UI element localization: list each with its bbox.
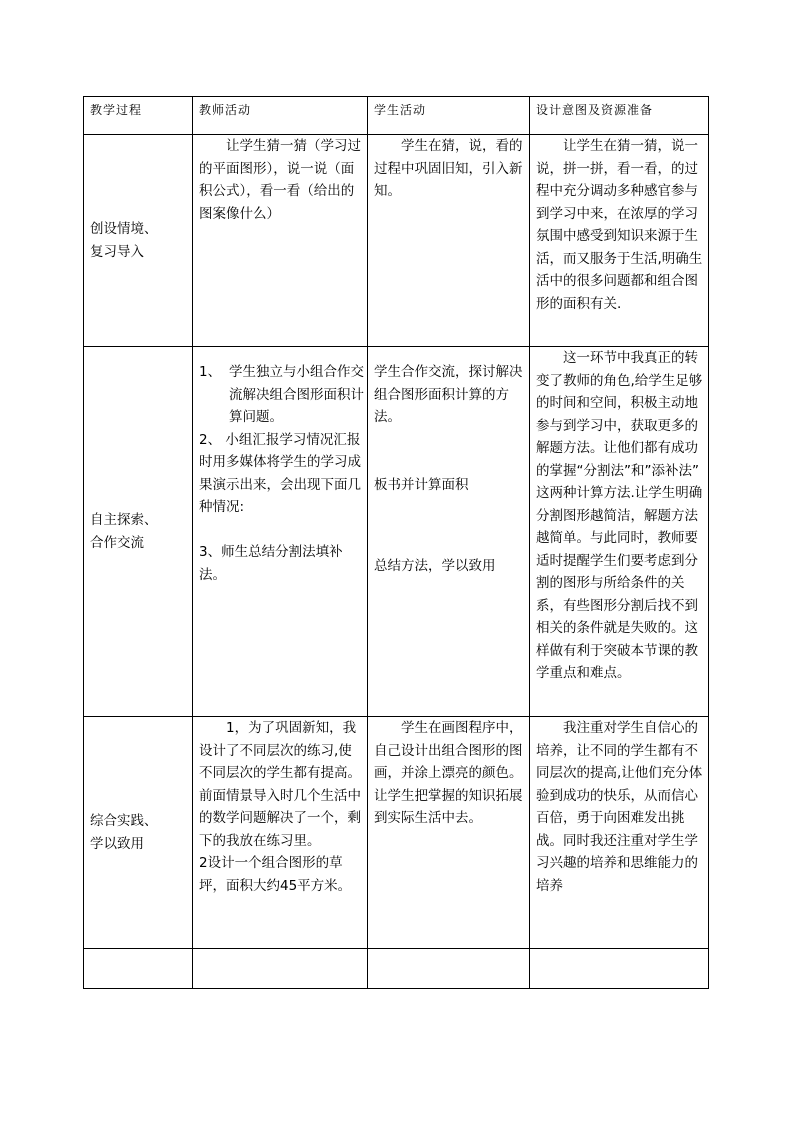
student-activity-text: 学生合作交流，探讨解决组合图形面积计算的方法。	[374, 364, 523, 425]
stage-line: 综合实践、	[90, 813, 158, 829]
design-intent-text: 让学生在猜一猜，说一说，拼一拼，看一看，的过程中充分调动多种感官参与到学习中来，在浓厚的学习氛围中感受到知识来源于生活，而又服务于生活,明确生活中的很多问题都和组合图形的面积有关.	[536, 138, 703, 312]
empty-row	[84, 949, 709, 989]
student-activity-cell	[368, 135, 530, 347]
item-number: 1、	[199, 364, 222, 380]
empty-cell	[530, 949, 709, 989]
teacher-activity-cell	[193, 717, 368, 949]
design-intent-cell	[530, 347, 709, 717]
item-text: 学生独立与小组合作交流解决组合图形面积计算问题。	[229, 364, 364, 425]
student-activity-cell	[368, 347, 530, 717]
design-intent-text: 我注重对学生自信心的培养，让不同的学生都有不同层次的提高,让他们充分体验到成功的快乐，从而信心百倍，勇于向困难发出挑战。同时我还注重对学生学习兴趣的培养和思维能力的培养	[536, 720, 703, 894]
student-activity-text: 学生在猜，说，看的过程中巩固旧知，引入新知。	[374, 138, 523, 199]
stage-cell	[84, 347, 193, 717]
table-row	[84, 135, 709, 347]
stage-line: 创设情境、	[90, 221, 158, 237]
teacher-activity-cell	[193, 135, 368, 347]
design-intent-text: 这一环节中我真正的转变了教师的角色,给学生足够的时间和空间，积极主动地参与到学习中，获取更多的解题方法。让他们都有成功的掌握“分割法”和”添补法” 这两种计算方法.让学生明确分割图形越简洁，解题方法越简单。与此同时，教师要适时提醒学生们要考虑到分割的图形与所给条件的关系，有些图形分割后找不到相关的条件就是失败的。这样做有利于突破本节课的教学重点和难点。	[536, 350, 703, 681]
design-intent-cell	[530, 717, 709, 949]
teacher-item-1	[199, 361, 365, 429]
stage-line: 合作交流	[90, 534, 144, 551]
stage-cell	[84, 135, 193, 347]
empty-cell	[193, 949, 368, 989]
table-row	[84, 347, 709, 717]
header-stage: 教学过程	[84, 97, 193, 135]
teacher-activity-text: 2设计一个组合图形的草坪，面积大约45平方米。	[199, 855, 352, 894]
stage-line: 自主探索、	[90, 512, 158, 528]
stage-line: 复习导入	[90, 243, 144, 260]
empty-cell	[84, 949, 193, 989]
teacher-activity-text: 让学生猜一猜（学习过的平面图形），说一说（面积公式），看一看（给出的图案像什么）	[199, 138, 361, 222]
header-design-intent: 设计意图及资源准备	[530, 97, 709, 135]
student-activity-cell	[368, 717, 530, 949]
student-activity-text: 板书并计算面积	[374, 476, 469, 493]
header-row	[84, 97, 709, 135]
header-teacher-activity: 教师活动	[193, 97, 368, 135]
design-intent-cell	[530, 135, 709, 347]
empty-cell	[368, 949, 530, 989]
teacher-item-3: 3、师生总结分割法填补法。	[199, 544, 343, 583]
teacher-item-2: 2、 小组汇报学习情况汇报时用多媒体将学生的学习成果演示出来，会出现下面几种情况:	[199, 431, 361, 515]
student-activity-text: 学生在画图程序中，自己设计出组合图形的图画，并涂上漂亮的颜色。让学生把掌握的知识拓展到实际生活中去。	[374, 720, 523, 826]
stage-line: 学以致用	[90, 835, 144, 852]
table-row	[84, 717, 709, 949]
student-activity-text: 总结方法，学以致用	[374, 558, 496, 574]
teacher-activity-text: 1，为了巩固新知，我设计了不同层次的练习,使不同层次的学生都有提高。前面情景导入时几个生活中的数学问题解决了一个，剩下的我放在练习里。	[199, 720, 361, 849]
stage-cell	[84, 717, 193, 949]
header-student-activity: 学生活动	[368, 97, 530, 135]
lesson-plan-table	[83, 96, 709, 989]
teacher-activity-cell	[193, 347, 368, 717]
